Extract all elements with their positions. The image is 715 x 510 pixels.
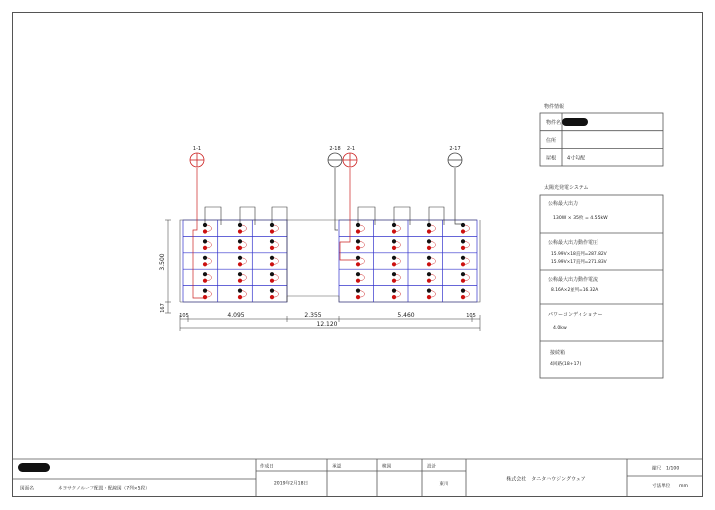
negative-connector (203, 272, 207, 276)
negative-connector (427, 272, 431, 276)
negative-connector (392, 289, 396, 293)
junction-box-title: 接続箱 (550, 350, 566, 356)
positive-connector (203, 295, 207, 299)
negative-connector (461, 239, 465, 243)
power-conditioner-title: パワーコンディショナー (548, 312, 603, 318)
rated-current-title: 公称最大出力動作電流 (548, 277, 599, 283)
scale-label: 縮尺 (652, 466, 662, 472)
terminal-label-2-1: 2-1 (346, 146, 356, 152)
negative-connector (461, 289, 465, 293)
terminal-label-2-18: 2-18 (329, 146, 341, 152)
negative-connector (203, 289, 207, 293)
drawing-name-label: 図面名 (20, 486, 34, 492)
power-conditioner-value: 4.0kw (553, 326, 567, 331)
negative-connector (392, 223, 396, 227)
negative-connector (461, 223, 465, 227)
negative-connector (392, 272, 396, 276)
positive-connector (392, 229, 396, 233)
positive-connector (427, 246, 431, 250)
design-label: 設計 (427, 464, 437, 470)
positive-connector (461, 279, 465, 283)
negative-connector (427, 256, 431, 260)
negative-connector (270, 256, 274, 260)
positive-connector (461, 229, 465, 233)
positive-connector (356, 246, 360, 250)
approve-label: 承認 (332, 464, 342, 470)
roof-label: 屋根 (546, 155, 557, 162)
dim-bottom: 167 (160, 303, 166, 313)
positive-connector (427, 295, 431, 299)
dim-height: 3.500 (159, 253, 166, 271)
roof-value: 4寸勾配 (567, 155, 586, 162)
dim-right-array: 5.460 (397, 312, 415, 319)
terminal-label-2-17: 2-17 (449, 146, 461, 152)
positive-connector (461, 262, 465, 266)
terminal-2-18-icon (328, 153, 342, 167)
redacted-owner (18, 463, 50, 472)
positive-connector (392, 262, 396, 266)
negative-connector (203, 223, 207, 227)
positive-connector (461, 295, 465, 299)
rated-output-title: 公称最大出力 (548, 201, 579, 207)
unit-value: mm (679, 484, 688, 489)
negative-connector (356, 272, 360, 276)
dim-right-edge: 105 (466, 313, 476, 319)
designer-value: 東川 (439, 482, 449, 487)
scale-value: 1/100 (666, 466, 680, 472)
terminal-1-1-icon (190, 153, 204, 167)
positive-connector (427, 229, 431, 233)
dim-left-edge: 105 (179, 313, 189, 319)
dim-gap: 2.355 (304, 312, 322, 319)
negative-connector (427, 239, 431, 243)
positive-connector (356, 229, 360, 233)
terminal-2-17-icon (448, 153, 462, 167)
rated-voltage-line-1: 15.99V×18直列=287.82V (551, 252, 607, 257)
negative-connector (356, 256, 360, 260)
positive-connector (203, 229, 207, 233)
rated-output-value: 130W × 35枚 = 4.55kW (553, 216, 608, 221)
positive-connector (427, 262, 431, 266)
negative-connector (270, 289, 274, 293)
rated-voltage-title: 公称最大出力動作電圧 (548, 240, 599, 246)
positive-connector (270, 279, 274, 283)
negative-connector (461, 272, 465, 276)
negative-connector (238, 272, 242, 276)
junction-box-value: 4回路(18+17) (550, 362, 582, 367)
positive-connector (392, 295, 396, 299)
positive-connector (392, 246, 396, 250)
positive-connector (203, 246, 207, 250)
negative-connector (427, 289, 431, 293)
negative-connector (270, 239, 274, 243)
drawing-name: ネヨサクノルーフ配置・配線図（7列×5段） (58, 486, 150, 492)
positive-connector (270, 295, 274, 299)
negative-connector (238, 223, 242, 227)
positive-connector (238, 295, 242, 299)
negative-connector (238, 256, 242, 260)
negative-connector (203, 256, 207, 260)
unit-label: 寸法単位 (652, 484, 671, 489)
positive-connector (356, 295, 360, 299)
negative-connector (356, 289, 360, 293)
positive-connector (270, 229, 274, 233)
positive-connector (392, 279, 396, 283)
positive-connector (270, 262, 274, 266)
positive-connector (238, 246, 242, 250)
positive-connector (203, 262, 207, 266)
dim-total: 12.120 (316, 321, 338, 328)
rated-voltage-line-2: 15.99V×17直列=271.83V (551, 260, 607, 265)
negative-connector (238, 239, 242, 243)
negative-connector (270, 223, 274, 227)
negative-connector (392, 256, 396, 260)
property-name-label: 物件名 (546, 120, 562, 126)
negative-connector (461, 256, 465, 260)
terminal-label-1-1: 1-1 (192, 146, 202, 152)
redacted-property-name (562, 118, 588, 126)
positive-connector (427, 279, 431, 283)
dim-left-array: 4.095 (227, 312, 245, 319)
negative-connector (270, 272, 274, 276)
rated-current-value: 8.16A×2並列=16.32A (551, 288, 599, 293)
negative-connector (238, 289, 242, 293)
date-label: 作成日 (260, 464, 274, 470)
negative-connector (427, 223, 431, 227)
positive-connector (238, 229, 242, 233)
company-name: 株式会社 タニタハウジングウェア (506, 476, 586, 483)
negative-connector (392, 239, 396, 243)
positive-connector (238, 279, 242, 283)
check-label: 検図 (382, 464, 392, 470)
positive-connector (238, 262, 242, 266)
negative-connector (203, 239, 207, 243)
solar-system-heading: 太陽光発電システム (544, 185, 589, 191)
terminal-2-1-icon (343, 153, 357, 167)
positive-connector (356, 279, 360, 283)
property-info-heading: 物件情報 (544, 104, 565, 110)
address-label: 住所 (546, 138, 557, 144)
negative-connector (356, 223, 360, 227)
negative-connector (356, 239, 360, 243)
date-value: 2019年2月18日 (273, 481, 309, 487)
positive-connector (356, 262, 360, 266)
positive-connector (203, 279, 207, 283)
positive-connector (461, 246, 465, 250)
positive-connector (270, 246, 274, 250)
